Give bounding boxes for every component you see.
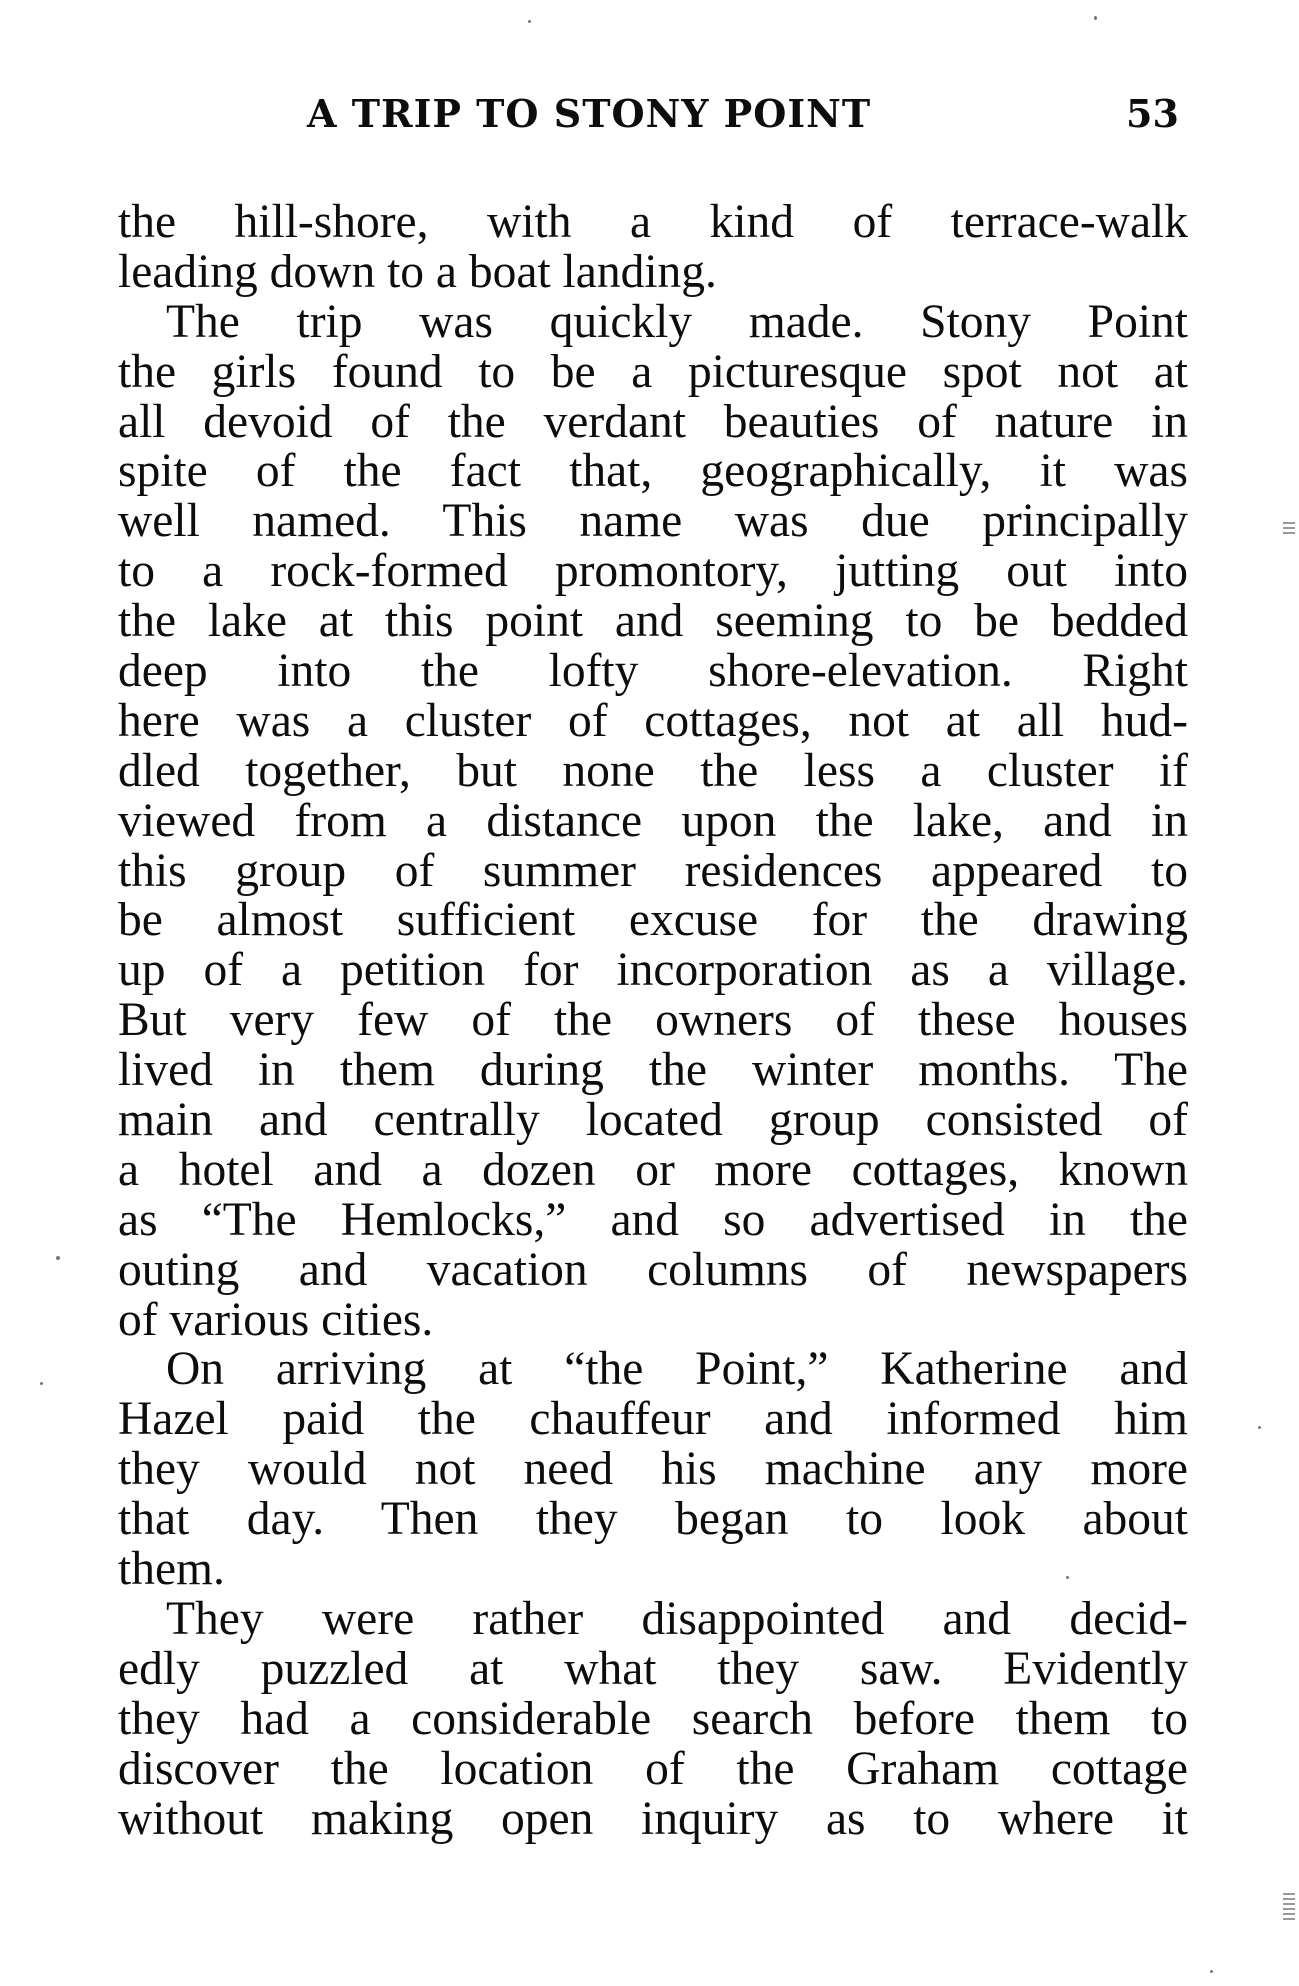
paragraph-first-line: On arriving at “the Point,” Katherine and <box>166 1343 1188 1396</box>
text-line: Hazel paid the chauffeur and informed him <box>118 1393 1188 1446</box>
text-line: this group of summer residences appeared to <box>118 844 1188 897</box>
text-line: discover the location of the Graham cottage <box>118 1742 1188 1795</box>
page-number: 53 <box>1126 91 1179 136</box>
ink-speck <box>1066 1576 1069 1579</box>
text-line: dled together, but none the less a cluster if <box>118 744 1188 797</box>
scan-edge-mark <box>1283 1890 1295 1920</box>
ink-speck <box>1210 1970 1213 1973</box>
paragraph-first-line: The trip was quickly made. Stony Point <box>166 295 1188 348</box>
text-line: here was a cluster of cottages, not at all hud- <box>118 694 1188 747</box>
ink-speck <box>1258 1426 1261 1429</box>
text-line: to a rock-formed promontory, jutting out into <box>118 545 1188 598</box>
text-line: viewed from a distance upon the lake, and in <box>118 794 1188 847</box>
text-line: deep into the lofty shore-elevation. Right <box>118 645 1188 698</box>
text-line: the hill-shore, with a kind of terrace-walk <box>118 196 1188 248</box>
ink-speck <box>40 1382 43 1385</box>
running-head <box>0 88 1299 148</box>
text-line: edly puzzled at what they saw. Evidently <box>118 1642 1188 1695</box>
text-line: the girls found to be a picturesque spot not at <box>118 345 1188 398</box>
text-line: that day. Then they began to look about <box>118 1493 1188 1546</box>
text-line: main and centrally located group consisted of <box>118 1094 1188 1147</box>
ink-speck <box>1094 16 1097 20</box>
scan-edge-mark <box>1283 520 1295 534</box>
text-line: up of a petition for incorporation as a village. <box>118 944 1188 997</box>
text-line: outing and vacation columns of newspapers <box>118 1243 1188 1296</box>
text-line: of various cities. <box>118 1293 434 1346</box>
ink-speck <box>528 20 531 23</box>
text-line: be almost sufficient excuse for the drawing <box>118 894 1188 947</box>
text-line: spite of the fact that, geographically, it was <box>118 445 1188 498</box>
text-line: without making open inquiry as to where it <box>118 1792 1188 1845</box>
text-line: they had a considerable search before them to <box>118 1692 1188 1745</box>
text-line: well named. This name was due principally <box>118 495 1188 548</box>
running-title: A TRIP TO STONY POINT <box>307 91 872 136</box>
text-line: leading down to a boat landing. <box>118 245 717 298</box>
text-line: as “The Hemlocks,” and so advertised in the <box>118 1193 1188 1246</box>
body-text <box>118 198 1188 1844</box>
text-line: they would not need his machine any more <box>118 1443 1188 1496</box>
text-line: them. <box>118 1543 225 1596</box>
text-line: lived in them during the winter months. The <box>118 1044 1188 1097</box>
ink-speck <box>56 1256 60 1260</box>
text-line: But very few of the owners of these houses <box>118 994 1188 1047</box>
text-line: the lake at this point and seeming to be bedded <box>118 595 1188 648</box>
text-line: a hotel and a dozen or more cottages, known <box>118 1143 1188 1196</box>
paragraph-first-line: They were rather disappointed and decid- <box>166 1592 1188 1645</box>
text-line: all devoid of the verdant beauties of nature in <box>118 395 1188 448</box>
